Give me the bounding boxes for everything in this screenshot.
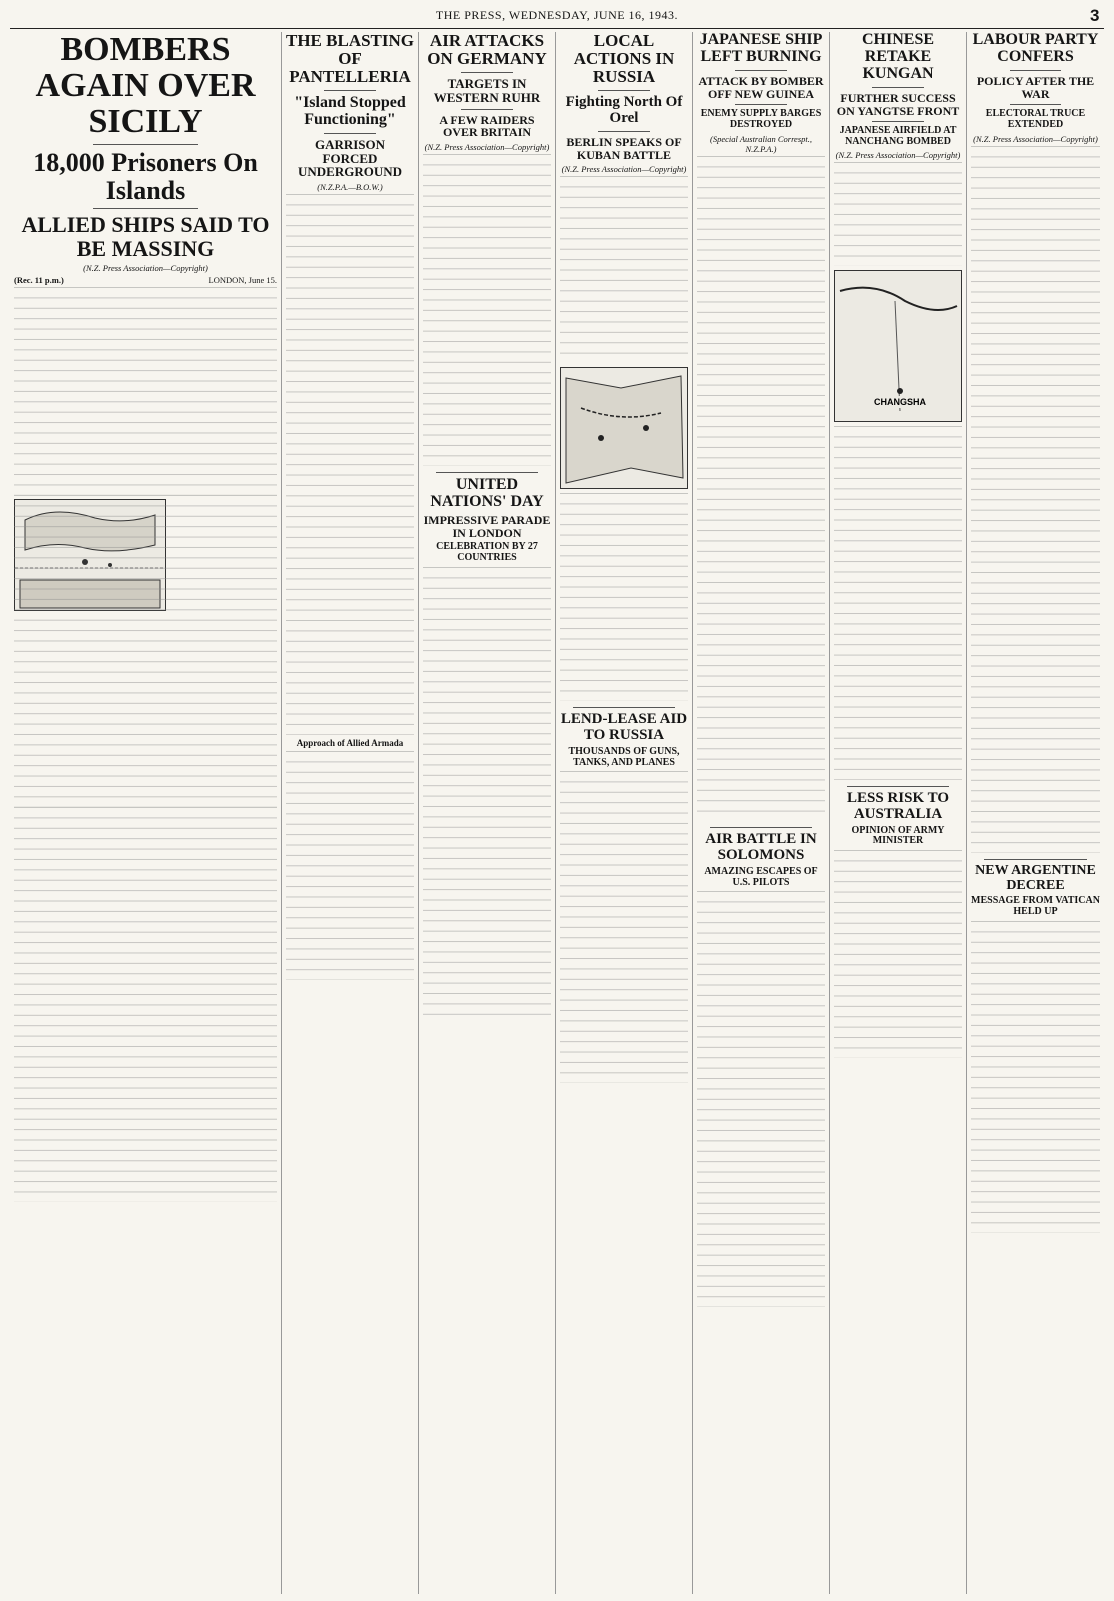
article-body xyxy=(14,807,277,1202)
column-pantelleria xyxy=(282,32,419,1594)
article-body xyxy=(834,162,962,266)
article-sicily xyxy=(14,32,277,1202)
subhead: ALLIED SHIPS SAID TO BE MASSING xyxy=(21,212,270,261)
column-germany xyxy=(419,32,556,1594)
article-body xyxy=(834,850,962,1058)
article-unday xyxy=(423,472,551,1024)
subhead: JAPANESE AIRFIELD AT NANCHANG BOMBED xyxy=(839,125,957,147)
subhead: 18,000 Prisoners On Islands xyxy=(33,148,258,205)
subhead: BERLIN SPEAKS OF KUBAN BATTLE xyxy=(566,134,682,162)
map-label: CHANGSHA xyxy=(873,397,927,408)
article-body xyxy=(697,156,825,822)
article-solomons xyxy=(697,827,825,1307)
headline: AIR ATTACKS ON GERMANY xyxy=(427,32,547,69)
article-labour xyxy=(971,32,1100,853)
subhead: AMAZING ESCAPES OF U.S. PILOTS xyxy=(704,865,818,888)
subhead: ENEMY SUPPLY BARGES DESTROYED xyxy=(700,108,822,130)
article-body xyxy=(423,154,551,466)
column-sicily xyxy=(10,32,282,1594)
article-argentine xyxy=(971,859,1100,1233)
subhead: Fighting North Of Orel xyxy=(565,94,683,126)
subhead: CELEBRATION BY 27 COUNTRIES xyxy=(436,541,538,563)
column-japan xyxy=(693,32,830,1594)
article-body xyxy=(971,921,1100,1233)
column-china xyxy=(830,32,967,1594)
headline: CHINESE RETAKE KUNGAN xyxy=(861,32,935,82)
article-australia xyxy=(834,786,962,1058)
map-china xyxy=(834,270,962,422)
headline: LESS RISK TO AUSTRALIA xyxy=(846,790,949,822)
headline: JAPANESE SHIP LEFT BURNING xyxy=(699,32,823,65)
article-kungan xyxy=(834,32,962,780)
subhead: ELECTORAL TRUCE EXTENDED xyxy=(985,108,1086,130)
masthead xyxy=(10,8,1104,29)
article-body xyxy=(286,751,414,980)
article-body xyxy=(834,426,962,780)
columns xyxy=(10,32,1104,1594)
subhead: TARGETS IN WESTERN RUHR xyxy=(433,76,541,105)
article-germany xyxy=(423,32,551,466)
subhead: ATTACK BY BOMBER OFF NEW GUINEA xyxy=(698,73,824,101)
subhead: GARRISON FORCED UNDERGROUND xyxy=(298,136,402,180)
column-russia xyxy=(556,32,693,1594)
map-russia xyxy=(560,367,688,489)
masthead-title: THE PRESS, WEDNESDAY, JUNE 16, 1943. xyxy=(435,8,679,22)
source-line: (N.Z. Press Association—Copyright) xyxy=(424,142,550,152)
headline: LABOUR PARTY CONFERS xyxy=(972,32,1099,65)
page-number: 3 xyxy=(1090,6,1100,25)
article-body xyxy=(560,176,688,363)
subhead: A FEW RAIDERS OVER BRITAIN xyxy=(439,112,535,140)
headline: LEND-LEASE AID TO RUSSIA xyxy=(560,711,688,744)
subhead: OPINION OF ARMY MINISTER xyxy=(851,824,945,847)
headline: LOCAL ACTIONS IN RUSSIA xyxy=(573,32,675,87)
headline: UNITED NATIONS' DAY xyxy=(430,476,544,510)
source-line: (N.Z. Press Association—Copyright) xyxy=(835,150,961,161)
article-russia xyxy=(560,32,688,701)
subhead: THOUSANDS OF GUNS, TANKS, AND PLANES xyxy=(568,746,680,768)
article-body xyxy=(423,567,551,1025)
headline: THE BLASTING OF PANTELLERIA xyxy=(286,32,415,87)
source-line: (Special Australian Correspt., N.Z.P.A.) xyxy=(710,133,812,154)
article-body xyxy=(560,771,688,1083)
article-lendlease xyxy=(560,707,688,1083)
subhead: POLICY AFTER THE WAR xyxy=(976,73,1095,101)
headline: AIR BATTLE IN SOLOMONS xyxy=(705,831,817,864)
headline: NEW ARGENTINE DECREE xyxy=(975,862,1096,893)
article-body xyxy=(560,493,688,701)
article-body xyxy=(14,287,277,495)
article-body xyxy=(697,891,825,1307)
source-line: (N.Z. Press Association—Copyright) xyxy=(561,164,687,175)
subhead: "Island Stopped Functioning" xyxy=(294,94,406,128)
source-line: (N.Z. Press Association—Copyright) xyxy=(973,133,1098,144)
subhead: IMPRESSIVE PARADE IN LONDON xyxy=(423,512,551,540)
source-line: (N.Z. Press Association—Copyright) xyxy=(83,262,208,273)
dateline: (Rec. 11 p.m.) LONDON, June 15. xyxy=(14,274,277,285)
source-line: (N.Z.P.A.—B.O.W.) xyxy=(317,182,383,193)
section-head: Approach of Allied Armada xyxy=(296,738,404,749)
headline: BOMBERS AGAIN OVER SICILY xyxy=(35,32,256,141)
column-labour xyxy=(967,32,1104,1594)
article-pantelleria xyxy=(286,32,414,980)
subhead: MESSAGE FROM VATICAN HELD UP xyxy=(971,895,1100,917)
article-body xyxy=(971,146,1100,853)
article-body xyxy=(286,194,414,735)
subhead: FURTHER SUCCESS ON YANGTSE FRONT xyxy=(836,90,960,118)
article-body xyxy=(14,495,277,807)
article-japship xyxy=(697,32,825,821)
